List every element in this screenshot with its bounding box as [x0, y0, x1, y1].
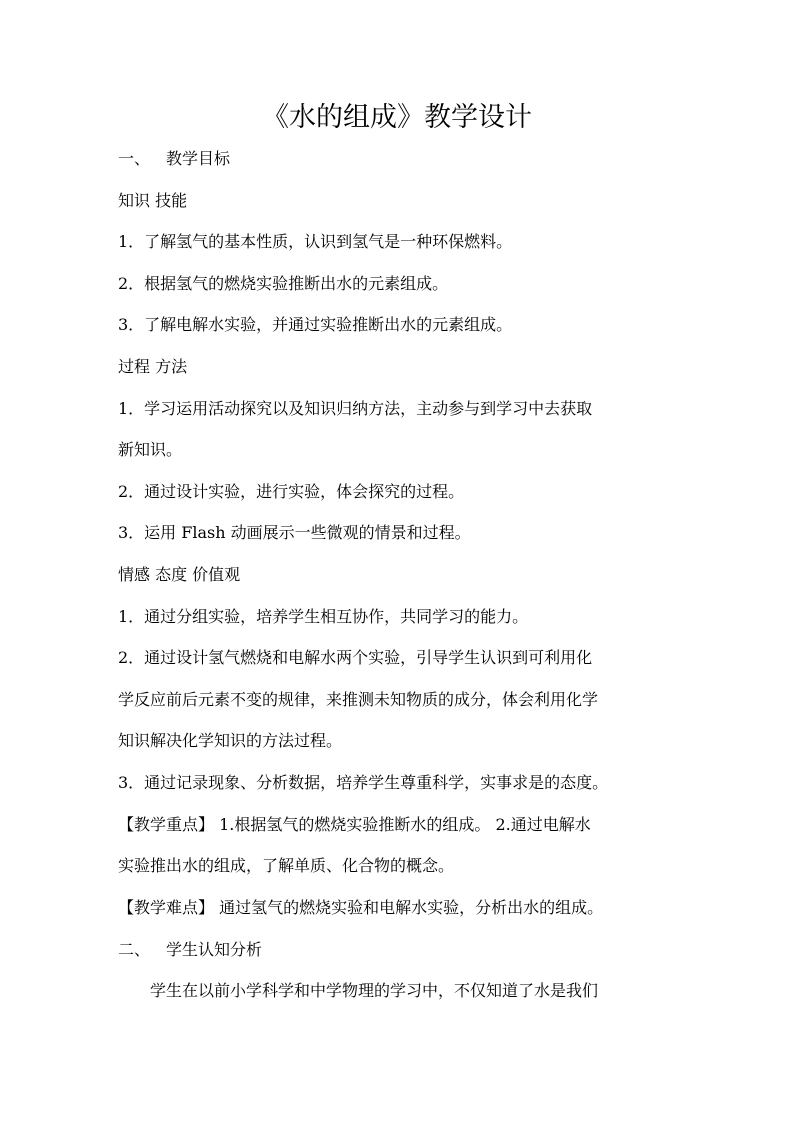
key-point-line-2: 实验推出水的组成，了解单质、化合物的概念。	[118, 856, 455, 875]
emotion-item-3: 3．通过记录现象、分析数据，培养学生尊重科学，实事求是的态度。	[118, 773, 609, 792]
section-1-title: 教学目标	[166, 149, 231, 168]
process-item-1-cont: 新知识。	[118, 440, 183, 459]
knowledge-heading: 知识 技能	[118, 191, 188, 210]
section-1-heading	[118, 148, 230, 170]
emotion-item-2-cont-1: 学反应前后元素不变的规律，来推测未知物质的成分，体会利用化学	[118, 690, 599, 709]
knowledge-item-2: 2．根据氢气的燃烧实验推断出水的元素组成。	[118, 274, 449, 293]
section-2-number: 二、	[118, 940, 151, 959]
section-2-heading	[118, 939, 262, 961]
emotion-item-2-cont-2: 知识解决化学知识的方法过程。	[118, 731, 343, 750]
section-2-title: 学生认知分析	[166, 940, 263, 959]
section-2-paragraph: 学生在以前小学科学和中学物理的学习中，不仅知道了水是我们	[150, 981, 599, 1000]
section-1-number: 一、	[118, 149, 151, 168]
emotion-heading: 情感 态度 价值观	[118, 565, 241, 584]
key-point-line-1: 【教学重点】 1.根据氢气的燃烧实验推断水的组成。 2.通过电解水	[118, 815, 591, 834]
document-title: 《水的组成》教学设计	[262, 102, 532, 133]
emotion-item-2: 2．通过设计氢气燃烧和电解水两个实验，引导学生认识到可利用化	[118, 648, 593, 667]
knowledge-item-1: 1．了解氢气的基本性质，认识到氢气是一种环保燃料。	[118, 232, 513, 251]
emotion-item-1: 1．通过分组实验，培养学生相互协作，共同学习的能力。	[118, 607, 529, 626]
process-item-2: 2．通过设计实验，进行实验，体会探究的过程。	[118, 482, 465, 501]
process-item-1: 1．学习运用活动探究以及知识归纳方法，主动参与到学习中去获取	[118, 399, 593, 418]
process-heading: 过程 方法	[118, 357, 188, 376]
difficulty-line: 【教学难点】 通过氢气的燃烧实验和电解水实验，分析出水的组成。	[118, 898, 604, 917]
knowledge-item-3: 3．了解电解水实验，并通过实验推断出水的元素组成。	[118, 315, 513, 334]
process-item-3: 3．运用 Flash 动画展示一些微观的情景和过程。	[118, 523, 471, 542]
